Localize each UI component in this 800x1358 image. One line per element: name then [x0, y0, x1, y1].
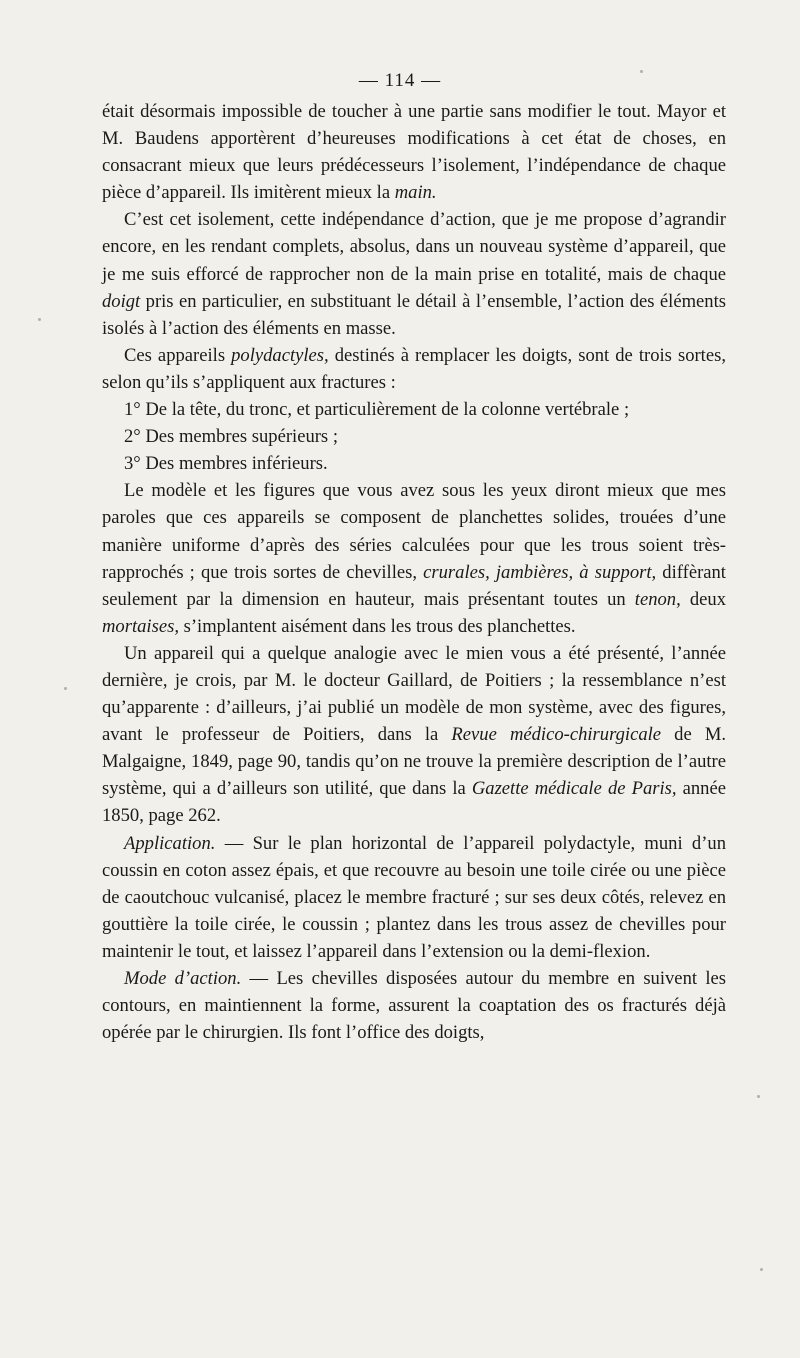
italic-text: main. — [394, 182, 437, 204]
text-run: 3° Des membres inférieurs. — [124, 453, 328, 475]
text-run: — Sur le plan horizontal de l’appareil polydactyle, muni d’un coussin en coton assez épais, et que recouvre au besoin une toile cirée ou une pièce de caoutchouc vulcanisé, placez le membre fracturé ; sur ses deux côtés, relevez en gouttière la toile cirée, le coussin ; plantez dans les trous assez de chevilles pour maintenir le tout, et laissez l’appareil dans l’extension ou la demi-flexion. — [102, 832, 726, 962]
italic-text: crurales, jambières, à support, — [423, 561, 657, 583]
text-run: s’implantent aisément dans les trous des planchettes. — [178, 615, 576, 637]
body-text — [102, 98, 726, 1046]
paragraph — [102, 98, 726, 206]
paper-speck — [760, 1268, 763, 1271]
paper-speck — [38, 318, 41, 321]
italic-text: polydactyles, — [231, 344, 329, 366]
text-run: C’est cet isolement, cette indépendance d’action, que je me propose d’agrandir encore, en les rendant complets, absolus, dans un nouveau système d’appareil, que je me suis efforcé de rapprocher non de la main prise en totalité, mais de chaque — [102, 209, 726, 285]
enumerated-item — [102, 423, 726, 450]
text-run: — Les chevilles disposées autour du membre en suivent les contours, en maintiennent la forme, assurent la coaptation des os fracturés déjà opérée par le chirurgien. Ils font l’office des doigts, — [102, 968, 726, 1044]
italic-text: Mode d’action. — [124, 968, 242, 989]
text-run: année 1850, page 262. — [102, 778, 726, 827]
text-run: diffèrant seulement par la dimension en hauteur, mais présentant toutes un — [102, 561, 726, 610]
enumerated-item — [102, 396, 726, 423]
italic-text: Application. — [124, 832, 216, 854]
paragraph — [102, 830, 726, 965]
paper-speck — [64, 687, 67, 690]
italic-text: Revue médico-chirurgicale — [451, 724, 662, 746]
text-run: pris en particulier, en substituant le détail à l’ensemble, l’action des éléments isolés à l’action des éléments en masse. — [102, 290, 726, 339]
italic-text: mortaises, — [102, 615, 179, 637]
paper-speck — [757, 1095, 760, 1098]
text-run: de M. Malgaigne, 1849, page 90, tandis qu’on ne trouve la première description de l’autre système, qui a d’ailleurs son utilité, que dans la — [102, 724, 727, 800]
paragraph — [102, 640, 726, 830]
italic-text: tenon, — [634, 588, 681, 610]
text-run: 1° De la tête, du tronc, et particulièrement de la colonne vertébrale ; — [124, 399, 630, 421]
text-run: destinés à remplacer les doigts, sont de trois sortes, selon qu’ils s’appliquent aux fractures : — [102, 344, 726, 393]
italic-text: doigt — [102, 290, 141, 312]
paragraph — [102, 206, 726, 341]
text-run: deux — [680, 588, 726, 610]
paragraph — [102, 965, 726, 1046]
paragraph — [102, 342, 726, 396]
text-run: était désormais impossible de toucher à une partie sans modifier le tout. Mayor et M. Baudens apportèrent d’heureuses modifications à cet état de choses, en consacrant mieux que leurs prédécesseurs l’isolement, l’indépendance de chaque pièce d’appareil. Ils imitèrent mieux la — [102, 101, 726, 204]
paragraph — [102, 477, 726, 640]
paper-speck — [640, 70, 643, 73]
italic-text: Gazette médicale de Paris, — [471, 778, 677, 800]
text-run: Ces appareils — [124, 344, 232, 366]
enumerated-item — [102, 450, 726, 477]
text-run: Un appareil qui a quelque analogie avec le mien vous a été présenté, l’année dernière, je crois, par M. le docteur Gaillard, de Poitiers ; la ressemblance n’est qu’apparente : d’ailleurs, j’ai publié un modèle de mon système, avec des figures, avant le professeur de Poitiers, dans la — [102, 642, 726, 746]
page-number: — 114 — — [358, 70, 442, 91]
text-run: Le modèle et les figures que vous avez sous les yeux diront mieux que mes paroles que ces appareils se composent de planchettes solides, trouées d’une manière uniforme d’après des séries calculées pour que les trous soient très-rapprochés ; que trois sortes de chevilles, — [102, 480, 726, 583]
text-run: 2° Des membres supérieurs ; — [124, 426, 338, 448]
